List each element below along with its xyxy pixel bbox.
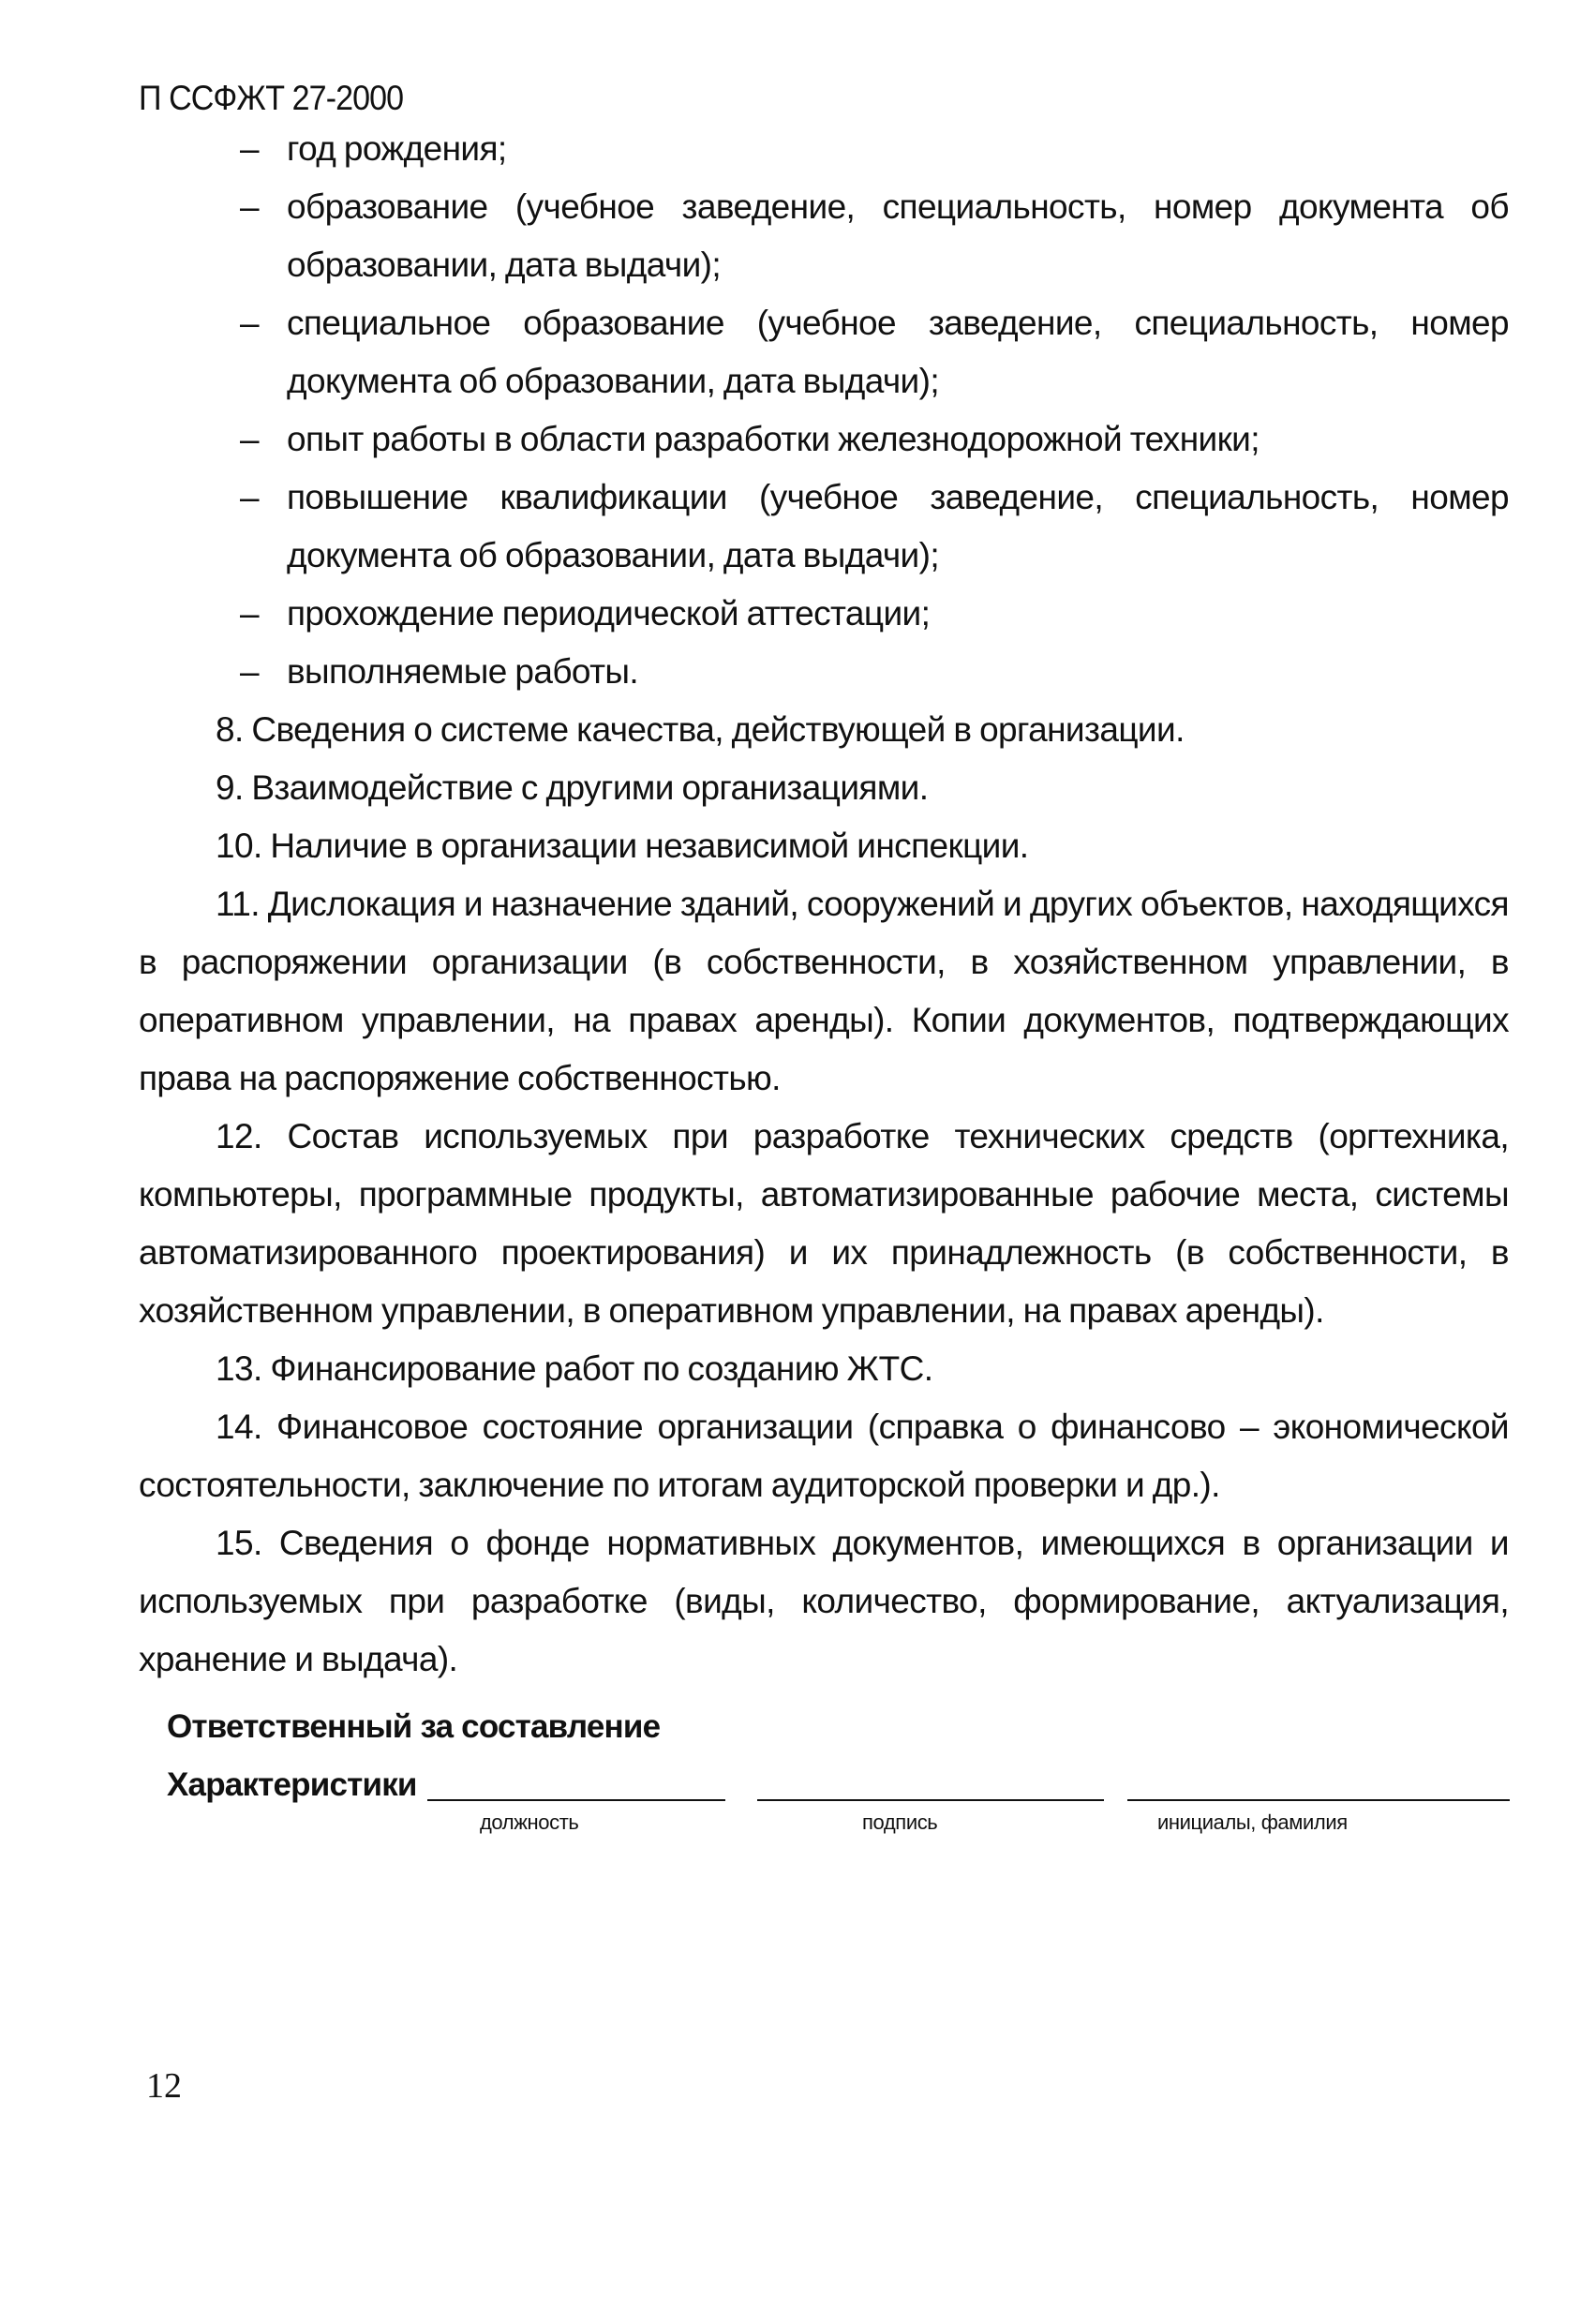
numbered-item-15: 15. Сведения о фонде нормативных документов, имеющихся в организации и используемых при разработке (виды, количество, формирование, актуализация, хранение и выдача).	[139, 1524, 1509, 1678]
list-item-education: – образование (учебное заведение, специальность, номер документа об образовании, дата выдачи);	[240, 178, 1509, 294]
signature-block	[167, 1698, 1516, 1814]
signature-blank-line	[757, 1799, 1104, 1801]
name-blank-line	[1127, 1799, 1510, 1801]
caption-signature: подпись	[862, 1810, 938, 1834]
numbered-item-9: 9. Взаимодействие с другими организациями.	[216, 768, 929, 807]
numbered-item-11: 11. Дислокация и назначение зданий, сооружений и других объектов, находящихся в распоряжении организации (в собственности, в хозяйственном управлении, в оперативном управлении, на правах аренды). Копии документов, подтверждающих права на распоряжение собственностью.	[139, 885, 1509, 1097]
page-number: 12	[146, 2066, 182, 2106]
numbered-item-12: 12. Состав используемых при разработке технических средств (оргтехника, компьютеры, программные продукты, автоматизированные рабочие места, системы автоматизированного проектирования) и их принадлежность (в собственности, в хозяйственном управлении, в оперативном управлении, на правах аренды).	[139, 1117, 1509, 1330]
numbered-item-10: 10. Наличие в организации независимой инспекции.	[216, 827, 1029, 865]
list-item-attestation: – прохождение периодической аттестации;	[240, 585, 1509, 643]
signature-label-row	[167, 1756, 1516, 1814]
caption-position: должность	[480, 1810, 579, 1834]
list-item-special-education: – специальное образование (учебное заведение, специальность, номер документа об образовании, дата выдачи);	[240, 294, 1509, 410]
list-item-work-experience: – опыт работы в области разработки железнодорожной техники;	[240, 410, 1509, 469]
position-blank-line	[427, 1799, 725, 1801]
document-body	[139, 120, 1509, 1689]
numbered-item-8: 8. Сведения о системе качества, действующей в организации.	[216, 710, 1185, 749]
caption-name: инициалы, фамилия	[1157, 1810, 1348, 1834]
signature-label-line1: Ответственный за составление	[167, 1708, 661, 1745]
signature-label-line2: Характеристики	[167, 1766, 417, 1803]
list-item-qualification: – повышение квалификации (учебное заведение, специальность, номер документа об образовании, дата выдачи);	[240, 469, 1509, 585]
numbered-item-13: 13. Финансирование работ по созданию ЖТС.	[216, 1349, 933, 1388]
numbered-item-14: 14. Финансовое состояние организации (справка о финансово – экономической состоятельности, заключение по итогам аудиторской проверки и др.).	[139, 1408, 1509, 1504]
list-item-birth-year: – год рождения;	[240, 120, 1509, 178]
list-item-works: – выполняемые работы.	[240, 643, 1509, 701]
document-code-header: П ССФЖТ 27-2000	[139, 79, 404, 117]
